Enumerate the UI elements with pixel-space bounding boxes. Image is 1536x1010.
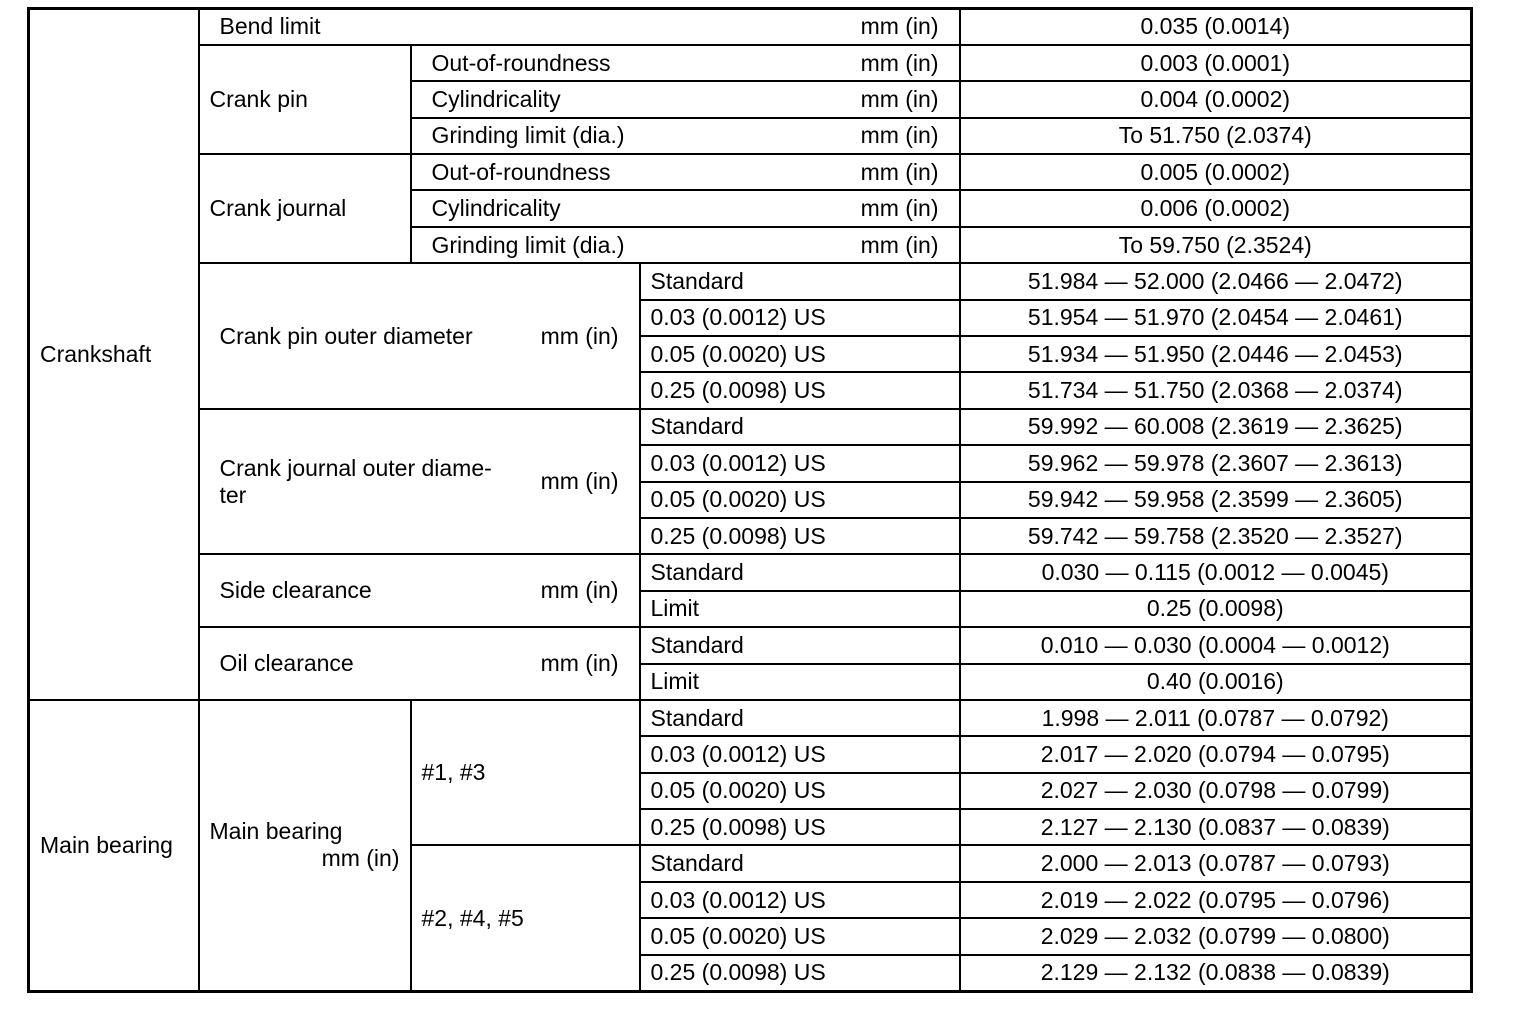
crank-pin-item-cell bbox=[411, 81, 960, 117]
section-label-main-bearing: Main bearing bbox=[29, 700, 199, 991]
unit-label: mm (in) bbox=[860, 195, 939, 222]
size-value: 2.019 — 2.022 (0.0795 — 0.0796) bbox=[960, 882, 1472, 918]
size-label: Limit bbox=[640, 591, 960, 627]
table-row bbox=[29, 554, 1472, 590]
crank-pin-item-label: Cylindricality bbox=[431, 85, 561, 112]
bend-limit-value: 0.035 (0.0014) bbox=[960, 9, 1472, 45]
crank-journal-item-cell bbox=[411, 227, 960, 263]
table-row bbox=[29, 154, 1472, 190]
unit-label: mm (in) bbox=[860, 158, 939, 185]
size-label: 0.05 (0.0020) US bbox=[640, 918, 960, 954]
unit-label: mm (in) bbox=[860, 49, 939, 76]
size-value: 0.40 (0.0016) bbox=[960, 664, 1472, 700]
unit-label: mm (in) bbox=[540, 468, 619, 495]
unit-label: mm (in) bbox=[540, 650, 619, 677]
main-bearing-label: Main bearing bbox=[209, 818, 343, 845]
size-label: 0.05 (0.0020) US bbox=[640, 482, 960, 518]
size-value: 51.984 — 52.000 (2.0466 — 2.0472) bbox=[960, 263, 1472, 299]
size-label: 0.05 (0.0020) US bbox=[640, 336, 960, 372]
crank-journal-od-label-line2: ter bbox=[219, 481, 247, 508]
crank-pin-item-value: To 51.750 (2.0374) bbox=[960, 118, 1472, 154]
bend-limit-cell bbox=[199, 9, 960, 45]
size-label: Standard bbox=[640, 700, 960, 736]
main-bearing-cell bbox=[199, 700, 411, 991]
table-row bbox=[29, 263, 1472, 299]
crank-journal-item-value: To 59.750 (2.3524) bbox=[960, 227, 1472, 263]
unit-label: mm (in) bbox=[860, 85, 939, 112]
size-label: 0.03 (0.0012) US bbox=[640, 736, 960, 772]
crank-pin-label: Crank pin bbox=[199, 45, 411, 154]
bearing-group-label: #2, #4, #5 bbox=[411, 845, 640, 991]
side-clearance-label: Side clearance bbox=[219, 577, 372, 604]
size-label: Standard bbox=[640, 554, 960, 590]
size-value: 2.017 — 2.020 (0.0794 — 0.0795) bbox=[960, 736, 1472, 772]
size-label: 0.25 (0.0098) US bbox=[640, 518, 960, 554]
bend-limit-label: Bend limit bbox=[219, 13, 321, 40]
size-value: 2.027 — 2.030 (0.0798 — 0.0799) bbox=[960, 773, 1472, 809]
crank-journal-item-label: Grinding limit (dia.) bbox=[431, 231, 625, 258]
crank-journal-item-label: Out-of-roundness bbox=[431, 158, 611, 185]
unit-label: mm (in) bbox=[860, 122, 939, 149]
oil-clearance-cell bbox=[199, 627, 640, 700]
size-label: Limit bbox=[640, 664, 960, 700]
size-label: Standard bbox=[640, 409, 960, 445]
crank-pin-od-cell bbox=[199, 263, 640, 409]
size-value: 59.962 — 59.978 (2.3607 — 2.3613) bbox=[960, 445, 1472, 481]
crank-journal-label: Crank journal bbox=[199, 154, 411, 263]
table-row bbox=[29, 700, 1472, 736]
table-row bbox=[29, 409, 1472, 445]
size-value: 0.030 — 0.115 (0.0012 — 0.0045) bbox=[960, 554, 1472, 590]
crank-journal-od-cell bbox=[199, 409, 640, 555]
size-label: 0.25 (0.0098) US bbox=[640, 809, 960, 845]
crank-pin-item-label: Grinding limit (dia.) bbox=[431, 122, 625, 149]
size-label: 0.03 (0.0012) US bbox=[640, 445, 960, 481]
unit-label: mm (in) bbox=[540, 322, 619, 349]
crank-journal-item-value: 0.005 (0.0002) bbox=[960, 154, 1472, 190]
size-value: 1.998 — 2.011 (0.0787 — 0.0792) bbox=[960, 700, 1472, 736]
size-label: 0.03 (0.0012) US bbox=[640, 882, 960, 918]
crank-pin-item-cell bbox=[411, 45, 960, 81]
size-value: 2.127 — 2.130 (0.0837 — 0.0839) bbox=[960, 809, 1472, 845]
crank-journal-item-value: 0.006 (0.0002) bbox=[960, 190, 1472, 226]
crank-journal-od-label-line1: Crank journal outer diame- bbox=[219, 454, 492, 481]
crank-journal-item-label: Cylindricality bbox=[431, 195, 561, 222]
crank-pin-item-label: Out-of-roundness bbox=[431, 49, 611, 76]
size-value: 59.942 — 59.958 (2.3599 — 2.3605) bbox=[960, 482, 1472, 518]
size-value: 2.000 — 2.013 (0.0787 — 0.0793) bbox=[960, 845, 1472, 881]
table-row bbox=[29, 9, 1472, 45]
unit-label: mm (in) bbox=[321, 845, 400, 872]
size-value: 59.742 — 59.758 (2.3520 — 2.3527) bbox=[960, 518, 1472, 554]
size-label: Standard bbox=[640, 845, 960, 881]
unit-label: mm (in) bbox=[860, 13, 939, 40]
size-value: 51.954 — 51.970 (2.0454 — 2.0461) bbox=[960, 300, 1472, 336]
crank-pin-item-value: 0.004 (0.0002) bbox=[960, 81, 1472, 117]
size-value: 2.029 — 2.032 (0.0799 — 0.0800) bbox=[960, 918, 1472, 954]
size-label: Standard bbox=[640, 627, 960, 663]
size-value: 2.129 — 2.132 (0.0838 — 0.0839) bbox=[960, 955, 1472, 991]
crank-pin-od-label: Crank pin outer diameter bbox=[219, 322, 473, 349]
section-label-crankshaft: Crankshaft bbox=[29, 9, 199, 700]
crank-journal-item-cell bbox=[411, 154, 960, 190]
table-row bbox=[29, 627, 1472, 663]
size-value: 0.25 (0.0098) bbox=[960, 591, 1472, 627]
size-label: 0.03 (0.0012) US bbox=[640, 300, 960, 336]
crank-pin-item-value: 0.003 (0.0001) bbox=[960, 45, 1472, 81]
size-label: 0.25 (0.0098) US bbox=[640, 955, 960, 991]
size-value: 51.734 — 51.750 (2.0368 — 2.0374) bbox=[960, 372, 1472, 408]
bearing-group-label: #1, #3 bbox=[411, 700, 640, 846]
size-label: Standard bbox=[640, 263, 960, 299]
crank-pin-item-cell bbox=[411, 118, 960, 154]
size-label: 0.05 (0.0020) US bbox=[640, 773, 960, 809]
crank-journal-od-label bbox=[220, 455, 492, 509]
size-value: 59.992 — 60.008 (2.3619 — 2.3625) bbox=[960, 409, 1472, 445]
unit-label: mm (in) bbox=[540, 577, 619, 604]
table-row bbox=[29, 45, 1472, 81]
size-value: 0.010 — 0.030 (0.0004 — 0.0012) bbox=[960, 627, 1472, 663]
side-clearance-cell bbox=[199, 554, 640, 627]
crankshaft-spec-table bbox=[27, 7, 1473, 993]
size-label: 0.25 (0.0098) US bbox=[640, 372, 960, 408]
unit-label: mm (in) bbox=[860, 231, 939, 258]
oil-clearance-label: Oil clearance bbox=[219, 650, 354, 677]
crank-journal-item-cell bbox=[411, 190, 960, 226]
size-value: 51.934 — 51.950 (2.0446 — 2.0453) bbox=[960, 336, 1472, 372]
